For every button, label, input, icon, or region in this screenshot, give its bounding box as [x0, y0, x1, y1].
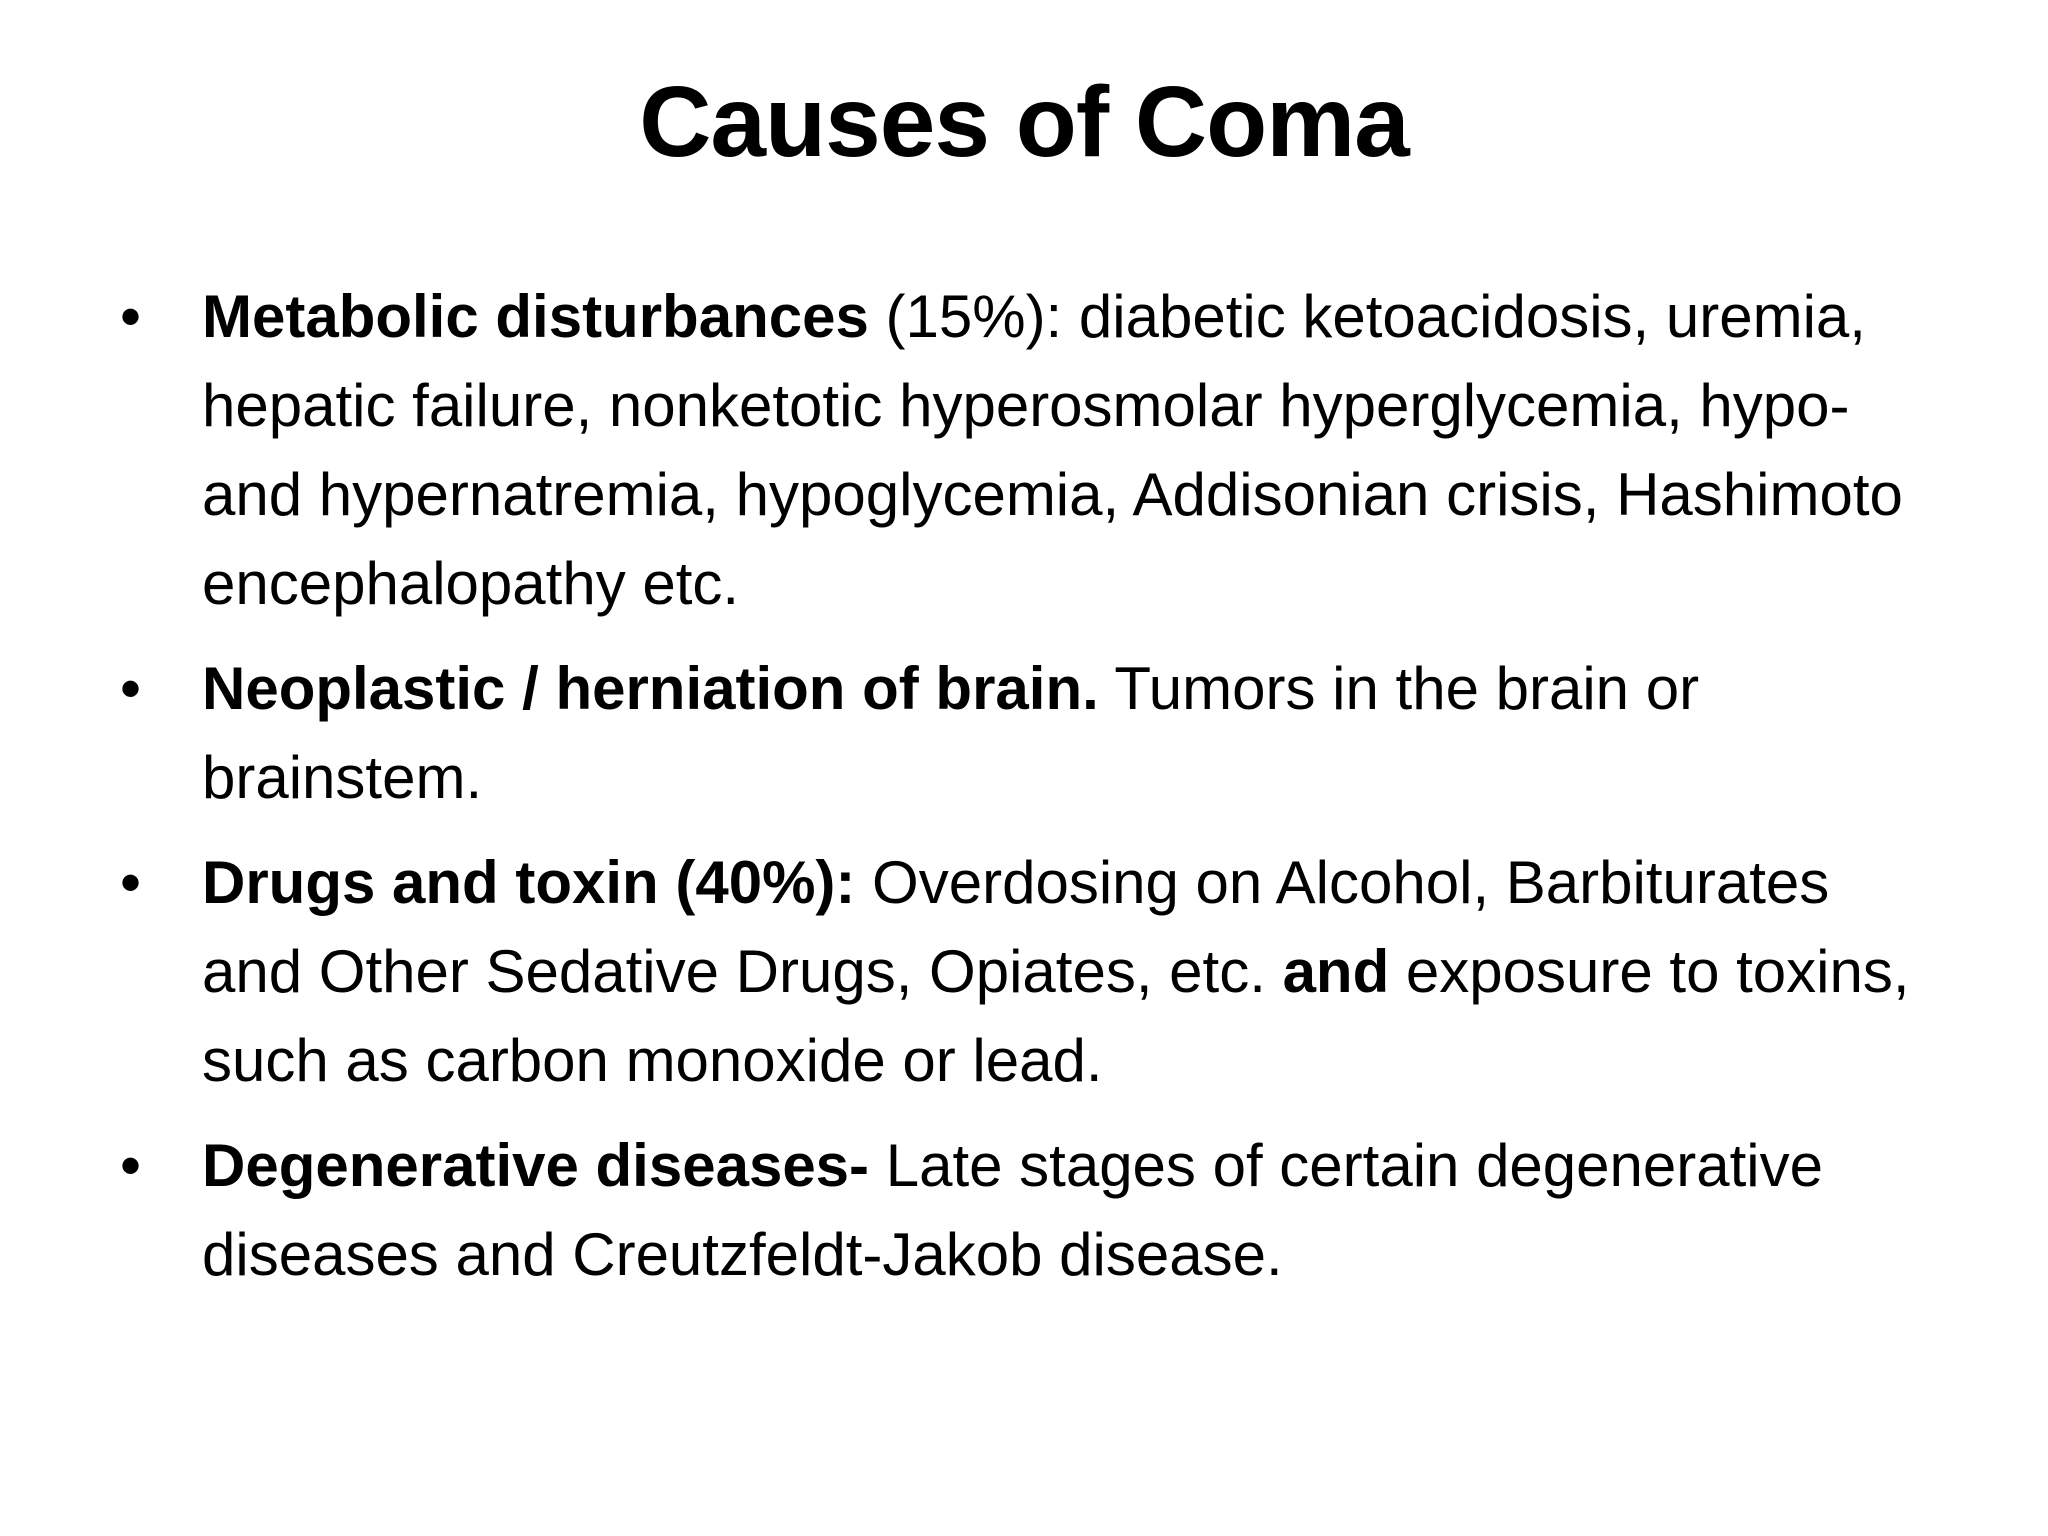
bullet-text: (15%): diabetic ketoacidosis, uremia, hepatic failure, nonketotic hyperosmolar hyperglycemia, hypo- and hypernatremia, hypoglycemia, Addisonian crisis, Hashimoto encephalopathy etc.: [202, 283, 1903, 617]
bullet-emphasis: and: [1282, 938, 1390, 1005]
bullet-item-degenerative: [120, 1121, 1940, 1299]
slide-title: Causes of Coma: [639, 66, 1409, 178]
bullet-text: Tumors in the brain or brainstem.: [202, 655, 1700, 811]
bullet-item-neoplastic: [120, 644, 1940, 822]
bullet-icon: •: [120, 655, 142, 722]
bullet-icon: •: [120, 283, 142, 350]
bullet-heading: Drugs and toxin (40%):: [202, 849, 856, 916]
bullet-item-metabolic: [120, 272, 1940, 628]
bullet-text: Overdosing on Alcohol, Barbiturates and Other Sedative Drugs, Opiates, etc.: [202, 849, 1830, 1005]
bullet-item-drugs-toxin: [120, 838, 1940, 1105]
bullet-heading: Metabolic disturbances: [202, 283, 869, 350]
bullet-icon: •: [120, 849, 142, 916]
bullet-heading: Neoplastic / herniation of brain.: [202, 655, 1099, 722]
bullet-list: [120, 272, 1940, 1315]
bullet-heading: Degenerative diseases-: [202, 1132, 870, 1199]
bullet-text-continued: exposure to toxins, such as carbon monoxide or lead.: [202, 938, 1910, 1094]
bullet-icon: •: [120, 1132, 142, 1199]
bullet-text: Late stages of certain degenerative diseases and Creutzfeldt-Jakob disease.: [202, 1132, 1823, 1288]
